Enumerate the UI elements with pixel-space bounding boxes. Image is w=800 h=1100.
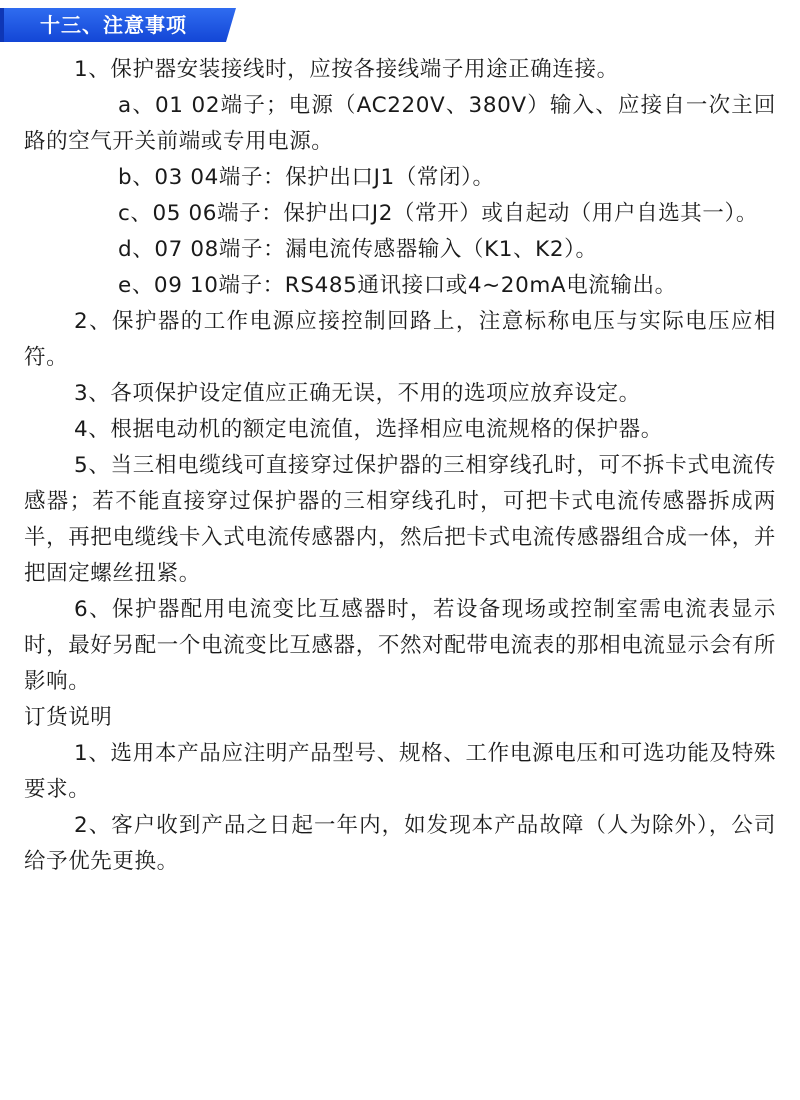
ordering-note-1: 1、选用本产品应注明产品型号、规格、工作电源电压和可选功能及特殊要求。 — [24, 741, 776, 802]
note-2: 2、保护器的工作电源应接控制回路上，注意标称电压与实际电压应相符。 — [24, 309, 776, 370]
ordering-heading: 订货说明 — [24, 705, 113, 730]
note-1a: a、01 02端子；电源（AC220V、380V）输入、应接自一次主回路的空气开关前端或专用电源。 — [24, 93, 776, 154]
note-6: 6、保护器配用电流变比互感器时，若设备现场或控制室需电流表显示时，最好另配一个电流变比互感器，不然对配带电流表的那相电流显示会有所影响。 — [24, 597, 776, 694]
note-1e: e、09 10端子：RS485通讯接口或4~20mA电流输出。 — [118, 273, 677, 298]
note-1b: b、03 04端子：保护出口J1（常闭）。 — [118, 165, 495, 190]
note-1: 1、保护器安装接线时，应按各接线端子用途正确连接。 — [74, 57, 619, 82]
section-header — [0, 8, 236, 42]
note-4: 4、根据电动机的额定电流值，选择相应电流规格的保护器。 — [74, 417, 663, 442]
note-3: 3、各项保护设定值应正确无误，不用的选项应放弃设定。 — [74, 381, 641, 406]
ordering-note-2: 2、客户收到产品之日起一年内，如发现本产品故障（人为除外），公司给予优先更换。 — [24, 813, 776, 874]
note-1c: c、05 06端子：保护出口J2（常开）或自起动（用户自选其一）。 — [118, 201, 758, 226]
section-title: 十三、注意事项 — [40, 13, 187, 37]
notes-content — [24, 52, 776, 880]
note-5: 5、当三相电缆线可直接穿过保护器的三相穿线孔时，可不拆卡式电流传感器；若不能直接穿过保护器的三相穿线孔时，可把卡式电流传感器拆成两半，再把电缆线卡入式电流传感器内，然后把卡式电流传感器组合成一体，并把固定螺丝扭紧。 — [24, 453, 776, 586]
note-1d: d、07 08端子：漏电流传感器输入（K1、K2）。 — [118, 237, 598, 262]
